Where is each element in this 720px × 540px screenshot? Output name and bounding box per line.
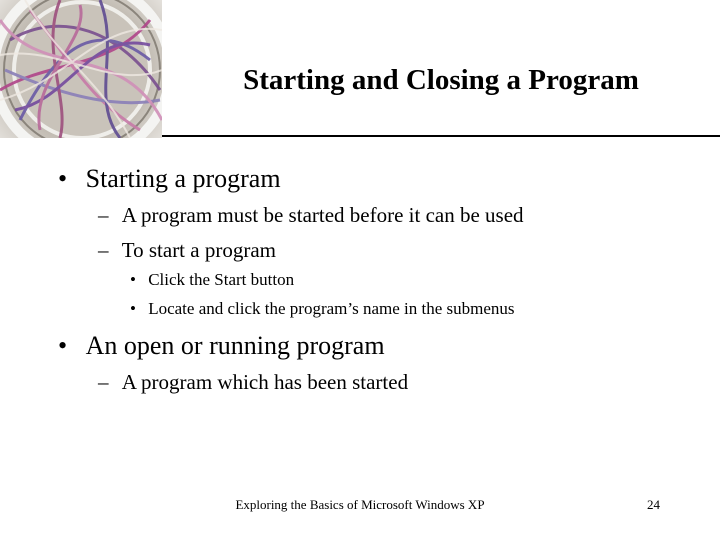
sub-bullet-item — [98, 236, 276, 264]
bullet-item — [58, 330, 385, 362]
sub-bullet-item — [98, 368, 408, 396]
sub-bullet-text: A program which has been started — [121, 370, 409, 394]
sub-sub-bullet-text: Click the Start button — [148, 270, 295, 289]
page-number: 24 — [647, 497, 660, 512]
decorative-corner-image — [0, 0, 162, 138]
sub-bullet-item — [98, 201, 524, 229]
bullet-marker: • — [58, 164, 68, 193]
bullet-marker: • — [130, 270, 136, 289]
bullet-text: An open or running program — [85, 331, 385, 360]
footer-text: Exploring the Basics of Microsoft Windows XP — [235, 497, 485, 512]
bullet-marker: • — [58, 331, 68, 360]
woven-sphere-graphic — [0, 0, 162, 138]
slide-title: Starting and Closing a Program — [243, 64, 639, 96]
bullet-marker: • — [130, 299, 136, 318]
title-divider — [162, 135, 720, 137]
dash-marker: – — [98, 238, 109, 262]
bullet-text: Starting a program — [85, 164, 281, 193]
sub-sub-bullet-item — [130, 297, 515, 321]
sub-bullet-text: A program must be started before it can be used — [121, 203, 524, 227]
dash-marker: – — [98, 370, 109, 394]
sub-sub-bullet-item — [130, 268, 294, 292]
sub-bullet-text: To start a program — [121, 238, 276, 262]
dash-marker: – — [98, 203, 109, 227]
bullet-item — [58, 163, 281, 195]
sub-sub-bullet-text: Locate and click the program’s name in the submenus — [148, 299, 515, 318]
